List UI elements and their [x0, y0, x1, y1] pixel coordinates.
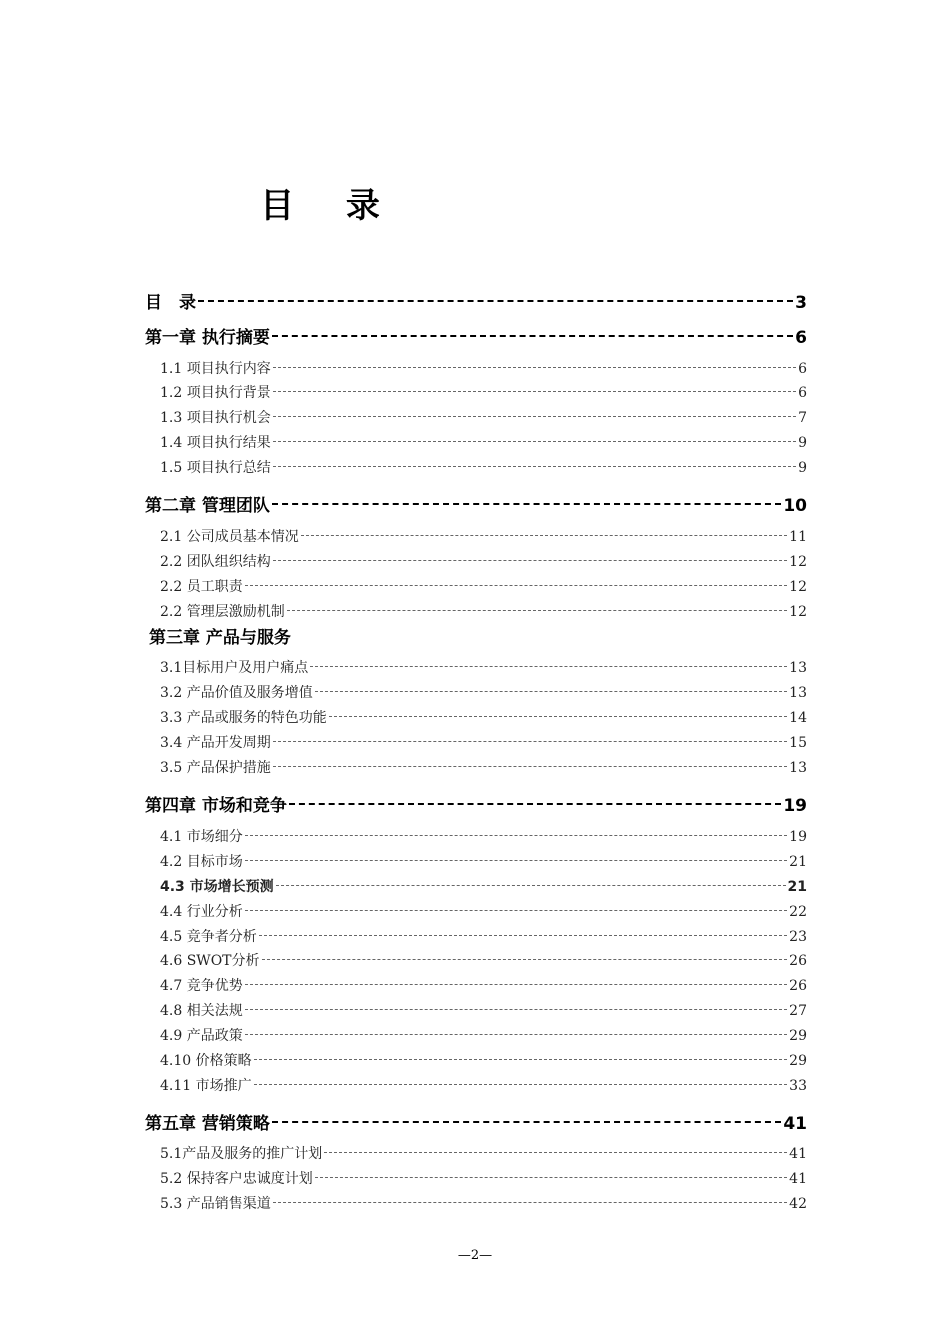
- toc-section-entry: [160, 1050, 807, 1070]
- toc-entry-label: 1.1 项目执行内容: [160, 361, 271, 377]
- toc-chapter-entry: [145, 491, 807, 516]
- toc-entry-page: 41: [789, 1171, 807, 1187]
- toc-entry-page: 11: [789, 529, 807, 545]
- toc-entry-label: 第四章 市场和竞争: [145, 796, 287, 816]
- dot-leader: [273, 466, 796, 467]
- dot-leader: [273, 416, 796, 417]
- dot-leader: [273, 367, 796, 368]
- toc-entry-label: 第五章 营销策略: [145, 1114, 270, 1134]
- toc-section-entry: [160, 926, 807, 946]
- dot-leader: [245, 910, 787, 911]
- toc-entry-page: 12: [789, 604, 807, 620]
- toc-section-entry: [160, 576, 807, 596]
- toc-entry-label: 4.2 目标市场: [160, 854, 243, 870]
- toc-entry-page: 41: [783, 1114, 807, 1134]
- toc-section-entry: [160, 382, 807, 402]
- toc-section-entry: [160, 1075, 807, 1095]
- toc-entry-page: 12: [789, 579, 807, 595]
- toc-entry-label: 3.1目标用户及用户痛点: [160, 660, 309, 676]
- toc-entry-label: 1.5 项目执行总结: [160, 460, 271, 476]
- toc-entry-label: 5.2 保持客户忠诚度计划: [160, 1171, 313, 1187]
- dot-leader: [276, 885, 786, 886]
- toc-entry-label: 4.9 产品政策: [160, 1028, 243, 1044]
- dot-leader: [198, 300, 793, 302]
- dot-leader: [272, 335, 793, 337]
- dot-leader: [254, 1059, 788, 1060]
- toc-entry-page: 27: [789, 1003, 807, 1019]
- toc-entry-label: 4.6 SWOT分析: [160, 953, 260, 969]
- dot-leader: [254, 1084, 788, 1085]
- toc-section-entry: [160, 707, 807, 727]
- toc-section-entry: [160, 601, 807, 621]
- toc-section-entry: [160, 1168, 807, 1188]
- toc-entry-page: 29: [789, 1053, 807, 1069]
- toc-entry-page: 6: [795, 328, 807, 348]
- dot-leader: [245, 585, 787, 586]
- toc-section-entry: [160, 732, 807, 752]
- dot-leader: [272, 503, 781, 505]
- dot-leader: [315, 1177, 787, 1178]
- toc-entry-page: 13: [789, 685, 807, 701]
- toc-section-entry: [160, 682, 807, 702]
- toc-entry-label: 3.2 产品价值及服务增值: [160, 685, 313, 701]
- toc-section-entry: [160, 757, 807, 777]
- toc-entry-label: 第二章 管理团队: [145, 496, 270, 516]
- toc-entry-page: 19: [783, 796, 807, 816]
- toc-chapter-entry: [145, 323, 807, 348]
- dot-leader: [273, 441, 796, 442]
- toc-entry-page: 6: [798, 385, 807, 401]
- toc-entry-page: 13: [789, 760, 807, 776]
- toc-entry-page: 9: [798, 460, 807, 476]
- dot-leader: [329, 716, 787, 717]
- toc-section-entry: [160, 876, 807, 896]
- toc-entry-label: 4.10 价格策略: [160, 1053, 252, 1069]
- dot-leader: [262, 959, 788, 960]
- toc-entry-label: 2.2 员工职责: [160, 579, 243, 595]
- toc-section-entry: [160, 975, 807, 995]
- toc-entry-label: 4.3 市场增长预测: [160, 879, 274, 895]
- toc-entry-label: 4.1 市场细分: [160, 829, 243, 845]
- toc-entry-page: 12: [789, 554, 807, 570]
- toc-entry-page: 23: [789, 929, 807, 945]
- toc-entry-page: 15: [789, 735, 807, 751]
- toc-entry-page: 19: [789, 829, 807, 845]
- toc-entry-page: 21: [789, 854, 807, 870]
- toc-entry-label: 2.2 管理层激励机制: [160, 604, 285, 620]
- dot-leader: [273, 560, 787, 561]
- toc-entry-page: 7: [798, 410, 807, 426]
- dot-leader: [287, 610, 787, 611]
- toc-entry-label: 第一章 执行摘要: [145, 328, 270, 348]
- toc-entry-label: 5.1产品及服务的推广计划: [160, 1146, 323, 1162]
- toc-entry-label: 3.4 产品开发周期: [160, 735, 271, 751]
- toc-section-entry: [160, 526, 807, 546]
- toc-entry-page: 26: [789, 978, 807, 994]
- dot-leader: [245, 1034, 787, 1035]
- dot-leader: [273, 1202, 787, 1203]
- toc-section-entry: [160, 1025, 807, 1045]
- toc-entry-label: 4.5 竞争者分析: [160, 929, 257, 945]
- dot-leader: [245, 860, 787, 861]
- toc-entry-label: 第三章 产品与服务: [149, 628, 291, 648]
- page-title: 目 录: [260, 186, 400, 226]
- toc-section-entry: [160, 1193, 807, 1213]
- toc-chapter-entry: [145, 288, 807, 313]
- dot-leader: [310, 666, 787, 667]
- toc-entry-label: 1.2 项目执行背景: [160, 385, 271, 401]
- dot-leader: [259, 935, 787, 936]
- dot-leader: [273, 741, 787, 742]
- dot-leader: [273, 391, 796, 392]
- toc-section-entry: [160, 457, 807, 477]
- dot-leader: [245, 1009, 787, 1010]
- dot-leader: [245, 835, 787, 836]
- toc-section-entry: [160, 407, 807, 427]
- toc-entry-page: 42: [789, 1196, 807, 1212]
- dot-leader: [324, 1152, 787, 1153]
- toc-entry-page: 9: [798, 435, 807, 451]
- toc-chapter-entry: [149, 623, 811, 648]
- toc-entry-page: 10: [783, 496, 807, 516]
- toc-entry-page: 29: [789, 1028, 807, 1044]
- toc-section-entry: [160, 657, 807, 677]
- toc-section-entry: [160, 432, 807, 452]
- toc-entry-page: 26: [789, 953, 807, 969]
- toc-section-entry: [160, 358, 807, 378]
- toc-section-entry: [160, 551, 807, 571]
- toc-entry-label: 1.4 项目执行结果: [160, 435, 271, 451]
- dot-leader: [315, 691, 787, 692]
- toc-section-entry: [160, 851, 807, 871]
- toc-entry-page: 13: [789, 660, 807, 676]
- toc-entry-label: 4.8 相关法规: [160, 1003, 243, 1019]
- toc-entry-label: 3.3 产品或服务的特色功能: [160, 710, 327, 726]
- toc-entry-page: 41: [789, 1146, 807, 1162]
- toc-section-entry: [160, 901, 807, 921]
- dot-leader: [301, 535, 787, 536]
- toc-section-entry: [160, 1000, 807, 1020]
- toc-entry-page: 3: [795, 293, 807, 313]
- page-number-footer: —2—: [457, 1248, 493, 1263]
- toc-entry-label: 3.5 产品保护措施: [160, 760, 271, 776]
- dot-leader: [289, 803, 781, 805]
- toc-section-entry: [160, 950, 807, 970]
- dot-leader: [272, 1121, 781, 1123]
- toc-entry-label: 1.3 项目执行机会: [160, 410, 271, 426]
- toc-entry-label: 2.1 公司成员基本情况: [160, 529, 299, 545]
- toc-chapter-entry: [145, 1109, 807, 1134]
- toc-entry-label: 4.4 行业分析: [160, 904, 243, 920]
- toc-chapter-entry: [145, 791, 807, 816]
- toc-entry-label: 5.3 产品销售渠道: [160, 1196, 271, 1212]
- toc-section-entry: [160, 826, 807, 846]
- toc-entry-label: 4.7 竞争优势: [160, 978, 243, 994]
- toc-entry-label: 2.2 团队组织结构: [160, 554, 271, 570]
- toc-entry-page: 22: [789, 904, 807, 920]
- toc-entry-page: 21: [787, 879, 807, 895]
- dot-leader: [273, 766, 787, 767]
- dot-leader: [245, 984, 787, 985]
- toc-entry-page: 14: [789, 710, 807, 726]
- toc-entry-page: 6: [798, 361, 807, 377]
- toc-entry-page: 33: [789, 1078, 807, 1094]
- toc-entry-label: 4.11 市场推广: [160, 1078, 252, 1094]
- toc-entry-label: 目 录: [145, 293, 196, 313]
- toc-section-entry: [160, 1143, 807, 1163]
